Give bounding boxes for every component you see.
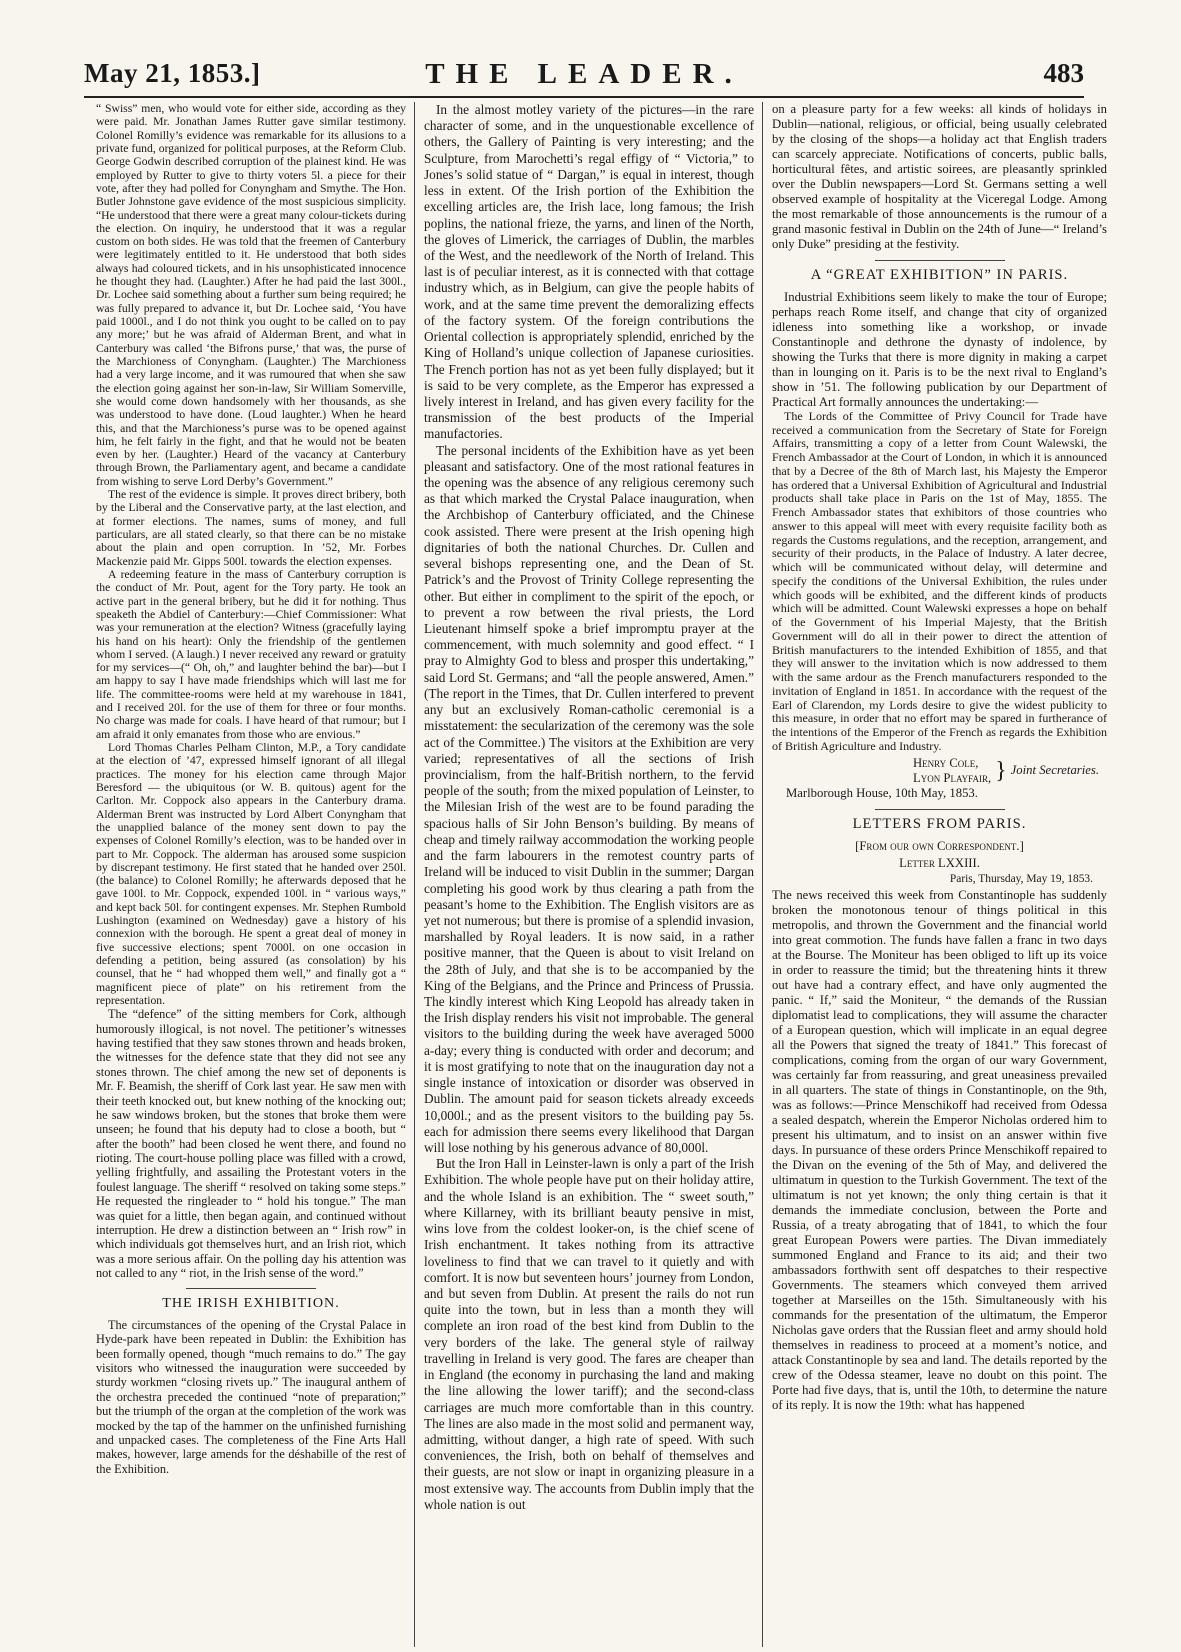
article-paragraph: In the almost motley variety of the pictures—in the rare character of some, and in the unquestionable excellence of others, the Gallery of Painting is very interesting; and the Sculpture, from Marochetti’s regal effigy of “ Victoria,” to Jones’s solid statue of “ Dargan,” is equal in interest, though less in extent. Of the Irish portion of the Exhibition the excelling articles are, the Irish lace, long famous; the Irish poplins, the national frieze, the yarns, and linen of the North, the gloves of Limerick, the carriages of Dublin, the marbles of the West, and the needlework of the North of Ireland. This last is of peculiar interest, as it is connected with that cottage industry which, as in Belgium, can give the people habits of work, and at the same time prevent the demoralizing effects of the factory system. Of the foreign contributions the Oriental collection is appropriately splendid, enriched by the King of Holland’s unique collection of Japanese curiosities. The French portion has not as yet been fully displayed; but it is said to be very complete, as the Emperor has expressed a lively interest in Ireland, and has given every facility for the transmission of the best products of the Imperial manufactories. <box>424 102 754 442</box>
article-paragraph: Industrial Exhibitions seem likely to make the tour of Europe; perhaps reach Rome itself, and change that city of organized idleness into something like a workshop, or invade Constantinople and dethrone the dynasty of indolence, by showing the Turks that there is more dignity in making a carpet than in lounging on it. Paris is to be the next rival to England’s show in ’51. The following publication by our Department of Practical Art formally announces the undertaking:— <box>772 290 1107 409</box>
article-paragraph: A redeeming feature in the mass of Canterbury corruption is the conduct of Mr. Pout, agent for the Tory party. He took an active part in the general bribery, but he did it for nothing. Thus speaketh the Abdiel of Canterbury:—Chief Commissioner: What was your remuneration at the election? Witness (gracefully laying his hand on his heart): Only the friendship of the gentlemen whom I served. (A laugh.) I never received any reward or gratuity for my services—(“ Oh, oh,” and laughter behind the bar)—but I am happy to say I have made friendships which will last me for life. The committee-rooms were held at my warehouse in 1841, and I received 20l. for the use of them for three or four months. No charge was made for coals. I have heard of that rumour; but I am afraid it only emanates from those who are envious.” <box>96 567 406 741</box>
signatory-name: Henry Cole, <box>912 755 979 770</box>
masthead <box>84 52 1084 98</box>
section-rule <box>875 809 1005 810</box>
column-divider-1 <box>414 102 415 1647</box>
section-heading-paris-exhibition: A “GREAT EXHIBITION” IN PARIS. <box>810 266 1069 283</box>
masthead-rule <box>84 96 1084 98</box>
letter-dateline: Paris, Thursday, May 19, 1853. <box>949 872 1093 885</box>
signature-place-date: Marlborough House, 10th May, 1853. <box>786 785 978 800</box>
article-paragraph: The “defence” of the sitting members for Cork, although humorously illogical, is not novel. The petitioner’s witnesses having testified that they saw stones thrown and heads broken, the witnesses for the defence state that they did not see any stones thrown. The chief among the new set of deponents is Mr. F. Beamish, the sheriff of Cork last year. He saw men with their teeth knocked out, but knew nothing of the knocking out; he saw windows broken, but the stones that broke them were unseen; he found that his deputy had to close a booth, but “ after the booth” had been closed he went there, and found no rioting. The court-house polling place was filled with a crowd, yelling frightfully, and assailing the Protestant voters in the foulest language. The sheriff “ resolved on taking some steps.” He requested the ringleader to “ hold his tongue.” The man was quiet for a little, then began again, and continued without interruption. He drew a distinction between an “ Irish row” in which individuals got themselves hurt, and an Irish riot, which was a more serious affair. On the polling day his attention was not called to any “ riot, in the Irish sense of the word.” <box>96 1007 406 1280</box>
article-paragraph: The news received this week from Constantinople has suddenly broken the monotonous tenour of things political in this metropolis, and thrown the Government and the financial world into great commotion. The funds have fallen a franc in two days at the Bourse. The Moniteur has been obliged to lift up its voice in order to reassure the timid; but the threatening hints it threw out have had a contrary effect, and have only augmented the panic. “ If,” said the Moniteur, “ the demands of the Russian diplomatist lead to complications, they will assume the character of a European question, which will implicate in an equal degree all the Powers that signed the treaty of 1841.” This forecast of complications, coming from the organ of our wary Government, was certainly far from reassuring, and great uneasiness prevailed in all quarters. The state of things in Constantinople, on the 9th, was as follows:—Prince Menschikoff had received from Odessa a sealed despatch, wherein the Emperor Nicholas ordered him to present his ultimatum, and to insist on an answer within five days. In pursuance of these orders Prince Menschikoff repaired to the Divan on the evening of the 5th of May, and delivered the ultimatum in question to the Turkish Government. The text of the ultimatum is not yet known; the only thing certain is that it demands the immediate conclusion, between the Porte and Russia, of a treaty abrogating that of 1841, to which the four great European Powers were parties. The Divan immediately summoned England and France to its aid; and their two ambassadors forthwith sent off despatches to their respective Governments. The steamers which conveyed them arrived together at Marseilles on the 15th. Simultaneously with his commands for the presentation of the ultimatum, the Emperor Nicholas gave orders that the Russian fleet and army should hold themselves in readiness to proceed at a moment’s notice, and attack Constantinople by sea and land. The details reported by the crew of the Odessa steamer, leave no doubt on this point. The Porte had five days, that is, until the 10th, to determine the nature of its reply. It is now the 19th: what has happened <box>772 888 1107 1412</box>
signatory-role: Joint Secretaries. <box>1010 763 1099 778</box>
article-paragraph: on a pleasure party for a few weeks: all kinds of holidays in Dublin—national, religious, or official, being usually celebrated by the closing of the shops—a holiday act that English traders can scarcely appreciate. Notifications of concerts, public balls, horticultural fêtes, and artistic soirees, are pleasantly sprinkled over the Dublin newspapers—Lord St. Germans setting a well observed example of hospitality at the Viceregal Lodge. Among the most remarkable of those announcements is the rumour of a grand masonic festival in Dublin on the 24th of June—“ Ireland’s only Duke” presiding at the festivity. <box>772 102 1107 251</box>
article-paragraph: The rest of the evidence is simple. It proves direct bribery, both by the Liberal and the Conservative party, at the last election, and at former elections. The names, sums of money, and full particulars, are all stated clearly, so that there can be no mistake about the plain and open corruption. In ’52, Mr. Forbes Mackenzie paid Mr. Gipps 500l. towards the election expenses. <box>96 488 406 568</box>
article-paragraph: But the Iron Hall in Leinster-lawn is only a part of the Irish Exhibition. The whole people have put on their holiday attire, and the whole Island is an exhibition. The “ sweet south,” where Killarney, with its brilliant beauty pensive in mist, wins love from the coldest looker-on, is the chief scene of Irish enchantment. It takes nothing from its attractive loveliness to find that we can travel to it quietly and with comfort. It is now but seventeen hours’ journey from London, and but seven from Dublin. At present the rails do not run quite into the town, but in less than a month they will complete an iron road of the best kind from Dublin to the very borders of the lake. The general style of railway travelling in Ireland is very good. The fares are cheaper than in England (the economy in purchasing the land and making the line allowing the lower tariff); and the second-class carriages are much more comfortable than in this country. The lines are also made in the most solid and permanent way, admitting, without danger, a high rate of speed. With such conveniences, the Irish, both on behalf of themselves and their guests, are not slow or inapt in organizing pleasure in a most extensive way. The accounts from Dublin imply that the whole nation is out <box>424 1156 754 1512</box>
signatory-name: Lyon Playfair, <box>912 770 992 785</box>
issue-date: May 21, 1853.] <box>84 58 261 88</box>
article-paragraph: “ Swiss” men, who would vote for either side, according as they were paid. Mr. Jonathan James Rutter gave similar testimony. Colonel Romilly’s evidence was remarkable for its allusions to a private fund, organized for political purposes, at the Reform Club. George Godwin described corruption of the plainest kind. He was employed by Rutter to give to thirty voters 5l. a piece for their vote, after they had polled for Conyngham and Smythe. The Hon. Butler Johnstone gave evidence of the most suspicious simplicity. “He understood that there were a great many colour-tickets during the election. On inquiry, he understood that it was a regular custom on both sides. He was told that the freemen of Canterbury were legitimately entitled to it. He understood that both sides always had coloured tickets, and in his unsophisticated innocence he thought they had. (Laughter.) After he had paid the last 300l., Dr. Lochee said something about a further sum being required; he was fully prepared to advance it, but Dr. Lochee said, ‘You have paid 1000l., and I do not think you ought to be called on to pay any more;’ but he was afraid of Alderman Brent, and what in Canterbury was called ‘the Bifrons purse,’ that was, the purse of the Marchioness of Conyngham. (Laughter.) The Marchioness had a very large income, and it was rumoured that when she saw the election going against her son-in-law, Sir William Somerville, she would come down handsomely with her thousands, as she was understood to have done. (Loud laughter.) When he heard this, and that the Marchioness’s purse was to be opened against him, he felt fairly in the fight, and that he would not be beaten even by her. (Laughter.) Heard of the vacancy at Canterbury through Brown, the Parliamentary agent, and became a candidate from wishing to serve Lord Derby’s Government.” <box>96 102 406 488</box>
newspaper-title: THE LEADER. <box>425 58 743 90</box>
page-number: 483 <box>1043 58 1084 88</box>
column-1 <box>96 102 406 1642</box>
column-2 <box>424 102 754 1642</box>
column-3 <box>772 102 1107 1642</box>
section-rule <box>875 260 1005 261</box>
section-rule <box>186 1288 316 1289</box>
article-paragraph: The circumstances of the opening of the Crystal Palace in Hyde-park have been repeated in Dublin: the Exhibition has been formally opened, though “much remains to do.” The gay visitors who witnessed the inauguration were succeeded by sturdy workmen “closing rivets up.” The inaugural anthem of the orchestra preceded the continued “note of preparation;” but the triumph of the organ at the completion of the work was mocked by the tap of the hammer on the unfinished furnishing and unpacked cases. The completeness of the Fine Arts Hall makes, however, large amends for the déshabille of the rest of the Exhibition. <box>96 1317 406 1476</box>
brace-glyph: } <box>995 757 1007 784</box>
letter-number: Letter LXXIII. <box>899 855 980 870</box>
section-heading-letters-from-paris: LETTERS FROM PARIS. <box>852 815 1027 832</box>
section-heading-irish-exhibition: THE IRISH EXHIBITION. <box>162 1295 340 1312</box>
article-paragraph: The personal incidents of the Exhibition have as yet been pleasant and satisfactory. One of the most rational features in the opening was the absence of any religious ceremony such as that which marked the Crystal Palace inauguration, when the Archbishop of Canterbury officiated, and the Chinese cook assisted. There were present at the Irish opening high dignitaries of both the national Churches. Dr. Cullen and several bishops representing one, and the Dean of St. Patrick’s and the Provost of Trinity College representing the other. But either in compliment to the spirit of the epoch, or to prevent a row between the rival priests, the Lord Lieutenant himself spoke a brief impromptu prayer at the commencement, with much solemnity and good effect. “ I pray to Almighty God to bless and prosper this undertaking,” said Lord St. Germans; and “all the people answered, Amen.” (The report in the Times, that Dr. Cullen interfered to prevent any but an exclusively Roman-catholic ceremonial is a misstatement: the secularization of the ceremony was the sole act of the Committee.) The visitors at the Exhibition are very varied; representatives of all the sections of Irish provincialism, from the half-British northern, to the fervid people of the south; from the mixed population of Leinster, to the Milesian Irish of the west are to be found parading the spacious halls of Sir John Benson’s building. By means of cheap and timely railway accommodation the working people and the farm labourers in the remotest country parts of Ireland will be induced to visit Dublin in the summer; Dargan completing his good work by thus clearing a path from the peasant’s home to the Exhibition. The English visitors are as yet not numerous; but there is promise of a splendid invasion, marshalled by Royal leaders. It is now said, in a rather positive manner, that the Queen is about to visit Ireland on the 28th of July, and that she is to be accompanied by the King of the Belgians, and the Prince and Princess of Prussia. The kindly interest which King Leopold has already taken in the Irish display renders his visit not improbable. The general visitors to the building during the week have averaged 5000 a-day; every thing is conducted with order and decorum; and it is most gratifying to note that on the inauguration day not a single instance of intoxication or disorder was observed in Dublin. The amount paid for season tickets already exceeds 10,000l.; and as the present visitors to the building pay 5s. each for admission there seems every likelihood that Dargan will lose nothing by his generous advance of 80,000l. <box>424 442 754 1155</box>
article-paragraph: Lord Thomas Charles Pelham Clinton, M.P., a Tory candidate at the election of ’47, expressed himself ignorant of all illegal practices. The money for his election came through Major Beresford — the ubiquitous (or W. B. quitous) agent for the Carlton. Mr. Coppock also appears in the Canterbury drama. Alderman Brent was instructed by Lord Albert Conyngham that the unapplied balance of the money sent down to pay the expenses of Colonel Romilly’s election, was to be handed over in part to Mr. Coppock. The alderman has aroused some suspicion by discrepant testimony. He first stated that he handed over 250l. (the balance) to Colonel Romilly; he afterwards deposed that he gave 100l. to Mr. Coppock, expended 100l. in “ various ways,” and kept back 50l. for contingent expenses. Mr. Stephen Rumbold Lushington (examined on Wednesday) gave a history of his connexion with the borough. He spent a great deal of money in five successive elections; spent 7000l. on one occasion in defending a petition, being assured (as consolation) by his counsel, that he “ had whopped them well,” and finally got a “ magnificent piece of plate” on his retirement from the representation. <box>96 741 406 1007</box>
signature-block <box>772 756 1107 801</box>
correspondent-note: [From our own Correspondent.] <box>855 838 1024 853</box>
column-divider-2 <box>762 102 763 1647</box>
article-paragraph: The Lords of the Committee of Privy Council for Trade have received a communication from the Secretary of State for Foreign Affairs, transmitting a copy of a letter from Count Walewski, the French Ambassador at the Court of London, in which it is announced that by a Decree of the 8th of March last, his Majesty the Emperor has ordered that a Universal Exhibition of Agricultural and Industrial products shall take place in Paris on the 1st of May, 1855. The French Ambassador states that exhibitors of those countries who answer to this appeal will meet with every requisite facility both as regards the Customs regulations, and the reception, arrangement, and security of their products, in the Palace of Industry. A later decree, which will be communicated without delay, will determine and specify the conditions of the Universal Exhibition, the rules under which goods will be exhibited, and the different kinds of products which will be admitted. Count Walewski expresses a hope on behalf of the Government of his Imperial Majesty, that the British Government will do all in their power to direct the attention of British manufacturers to the intended Exhibition of 1855, and that they will answer to the invitation which is now addressed to them with the same ardour as the French manufacturers responded to the invitation of England in 1851. In accordance with the request of the Earl of Clarendon, my Lords desire to give the widest publicity to this measure, in order that no effort may be spared in furtherance of the intentions of the Emperor of the French as regards the Exhibition of British Agriculture and Industry. <box>772 408 1107 753</box>
